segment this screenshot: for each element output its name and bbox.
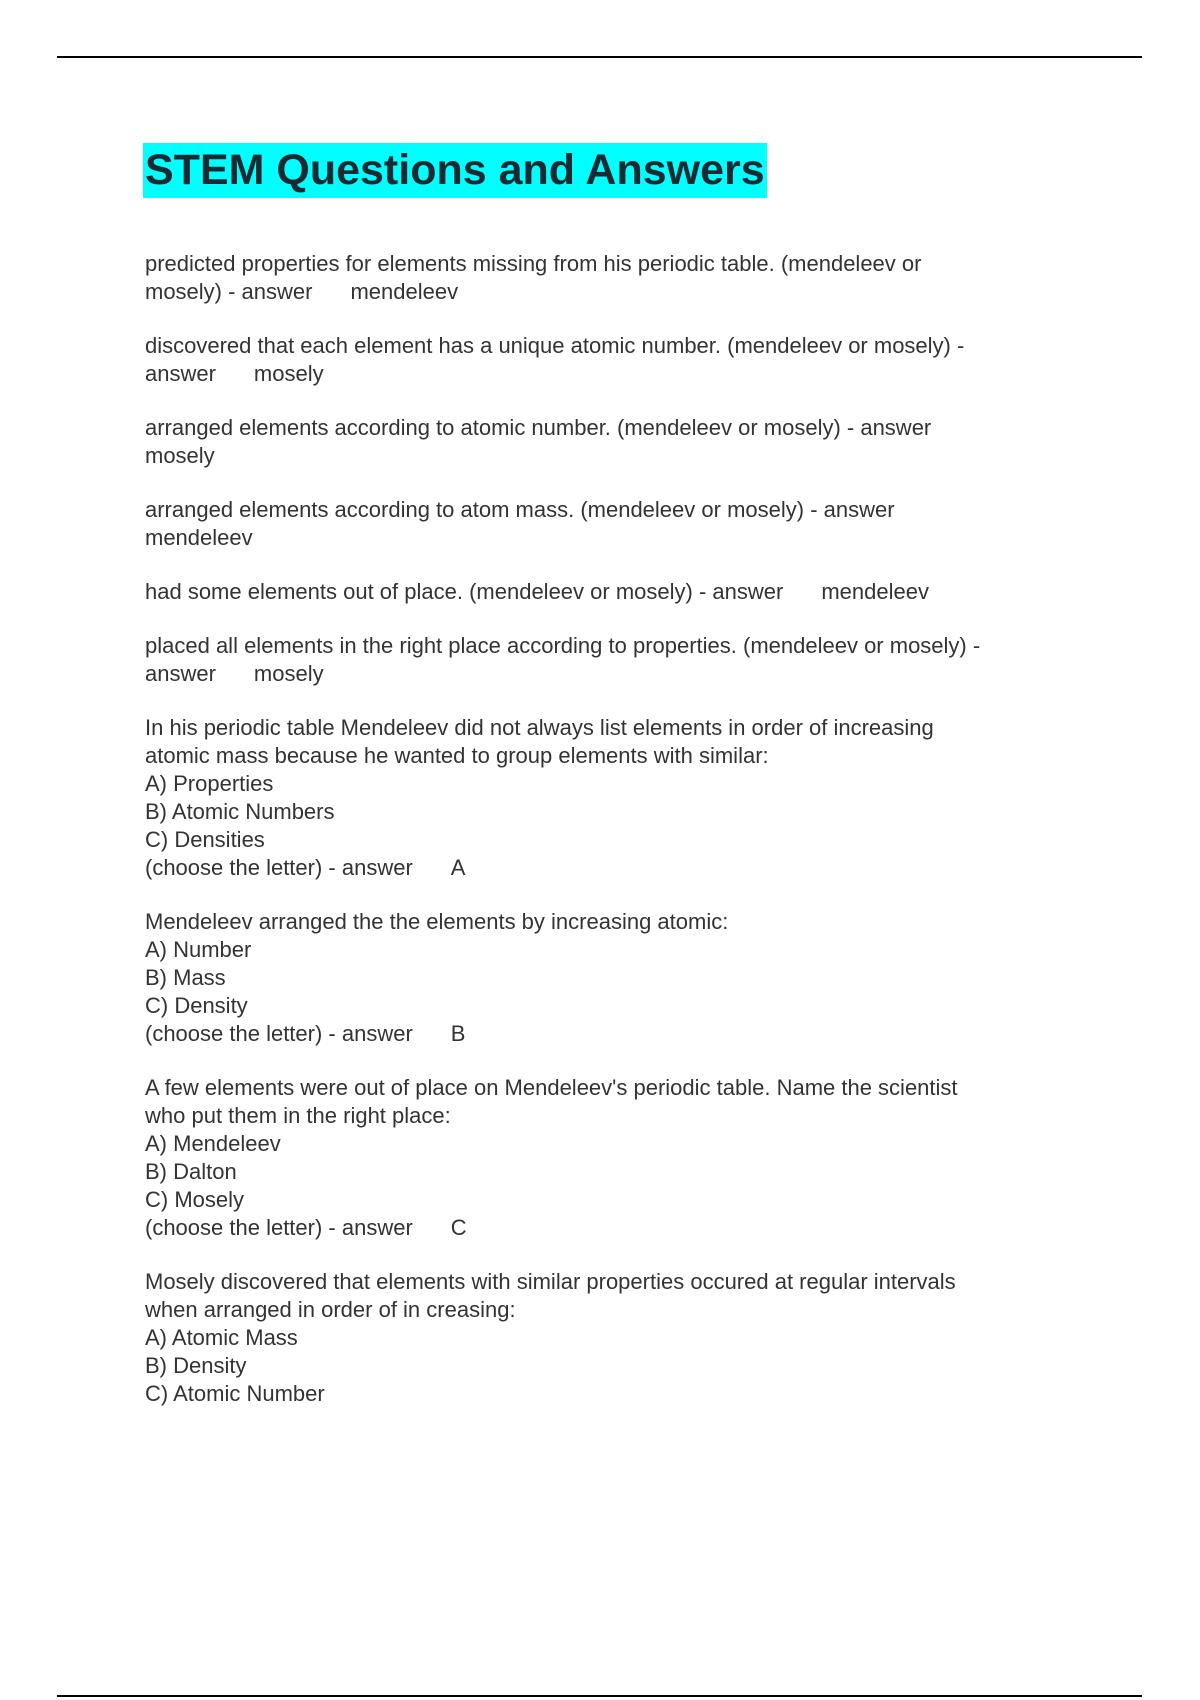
answer-label: mosely) - answer — [145, 279, 313, 304]
option-a: A) Number — [145, 937, 252, 962]
answer-label: (choose the letter) - answer — [145, 1215, 413, 1240]
qa-list — [145, 250, 1075, 1408]
answer-label: had some elements out of place. (mendeleev or mosely) - answer — [145, 579, 784, 604]
qa-item — [145, 332, 1075, 388]
qa-item — [145, 1268, 1075, 1408]
qa-item — [145, 1074, 1075, 1242]
answer-label: (choose the letter) - answer — [145, 855, 413, 880]
answer-value: A — [450, 855, 466, 880]
option-c: C) Atomic Number — [145, 1381, 325, 1406]
qa-item — [145, 908, 1075, 1048]
option-b: B) Atomic Numbers — [145, 799, 335, 824]
option-c: C) Density — [145, 993, 248, 1018]
answer-label: answer — [145, 661, 216, 686]
question-line: predicted properties for elements missing from his periodic table. (mendeleev or — [145, 251, 922, 276]
question-line: arranged elements according to atomic number. (mendeleev or mosely) - answer — [145, 415, 932, 440]
option-a: A) Atomic Mass — [145, 1325, 298, 1350]
question-line: Mendeleev arranged the the elements by increasing atomic: — [145, 909, 729, 934]
answer-value: B — [450, 1021, 466, 1046]
option-c: C) Densities — [145, 827, 265, 852]
answer-value: mendeleev — [350, 279, 459, 304]
question-line: arranged elements according to atom mass. (mendeleev or mosely) - answer — [145, 497, 895, 522]
answer-value: mosely — [253, 361, 324, 386]
answer-value: mendeleev — [821, 579, 929, 604]
question-line: A few elements were out of place on Mendeleev's periodic table. Name the scientist — [145, 1075, 958, 1100]
question-line: when arranged in order of in creasing: — [145, 1297, 516, 1322]
answer-value: mosely — [253, 661, 324, 686]
question-line: who put them in the right place: — [145, 1103, 451, 1128]
bottom-rule — [57, 1695, 1142, 1697]
option-b: B) Mass — [145, 965, 226, 990]
title-highlight — [143, 143, 767, 198]
question-line: In his periodic table Mendeleev did not always list elements in order of increasing — [145, 715, 934, 740]
answer-value: mosely — [145, 443, 215, 468]
option-b: B) Density — [145, 1353, 247, 1378]
question-line: Mosely discovered that elements with similar properties occured at regular intervals — [145, 1269, 956, 1294]
question-line: atomic mass because he wanted to group elements with similar: — [145, 743, 769, 768]
qa-item — [145, 578, 1075, 606]
qa-item — [145, 414, 1075, 470]
page-title: STEM Questions and Answers — [145, 146, 765, 194]
qa-item — [145, 714, 1075, 882]
option-a: A) Properties — [145, 771, 274, 796]
answer-label: answer — [145, 361, 216, 386]
option-b: B) Dalton — [145, 1159, 237, 1184]
answer-value: C — [450, 1215, 467, 1240]
option-a: A) Mendeleev — [145, 1131, 281, 1156]
answer-label: (choose the letter) - answer — [145, 1021, 413, 1046]
qa-item — [145, 632, 1075, 688]
top-rule — [57, 56, 1142, 58]
qa-item — [145, 496, 1075, 552]
answer-value: mendeleev — [145, 525, 253, 550]
option-c: C) Mosely — [145, 1187, 245, 1212]
document-body — [145, 143, 1075, 1434]
question-line: discovered that each element has a unique atomic number. (mendeleev or mosely) - — [145, 333, 965, 358]
qa-item — [145, 250, 1075, 306]
question-line: placed all elements in the right place according to properties. (mendeleev or mosely) - — [145, 633, 981, 658]
